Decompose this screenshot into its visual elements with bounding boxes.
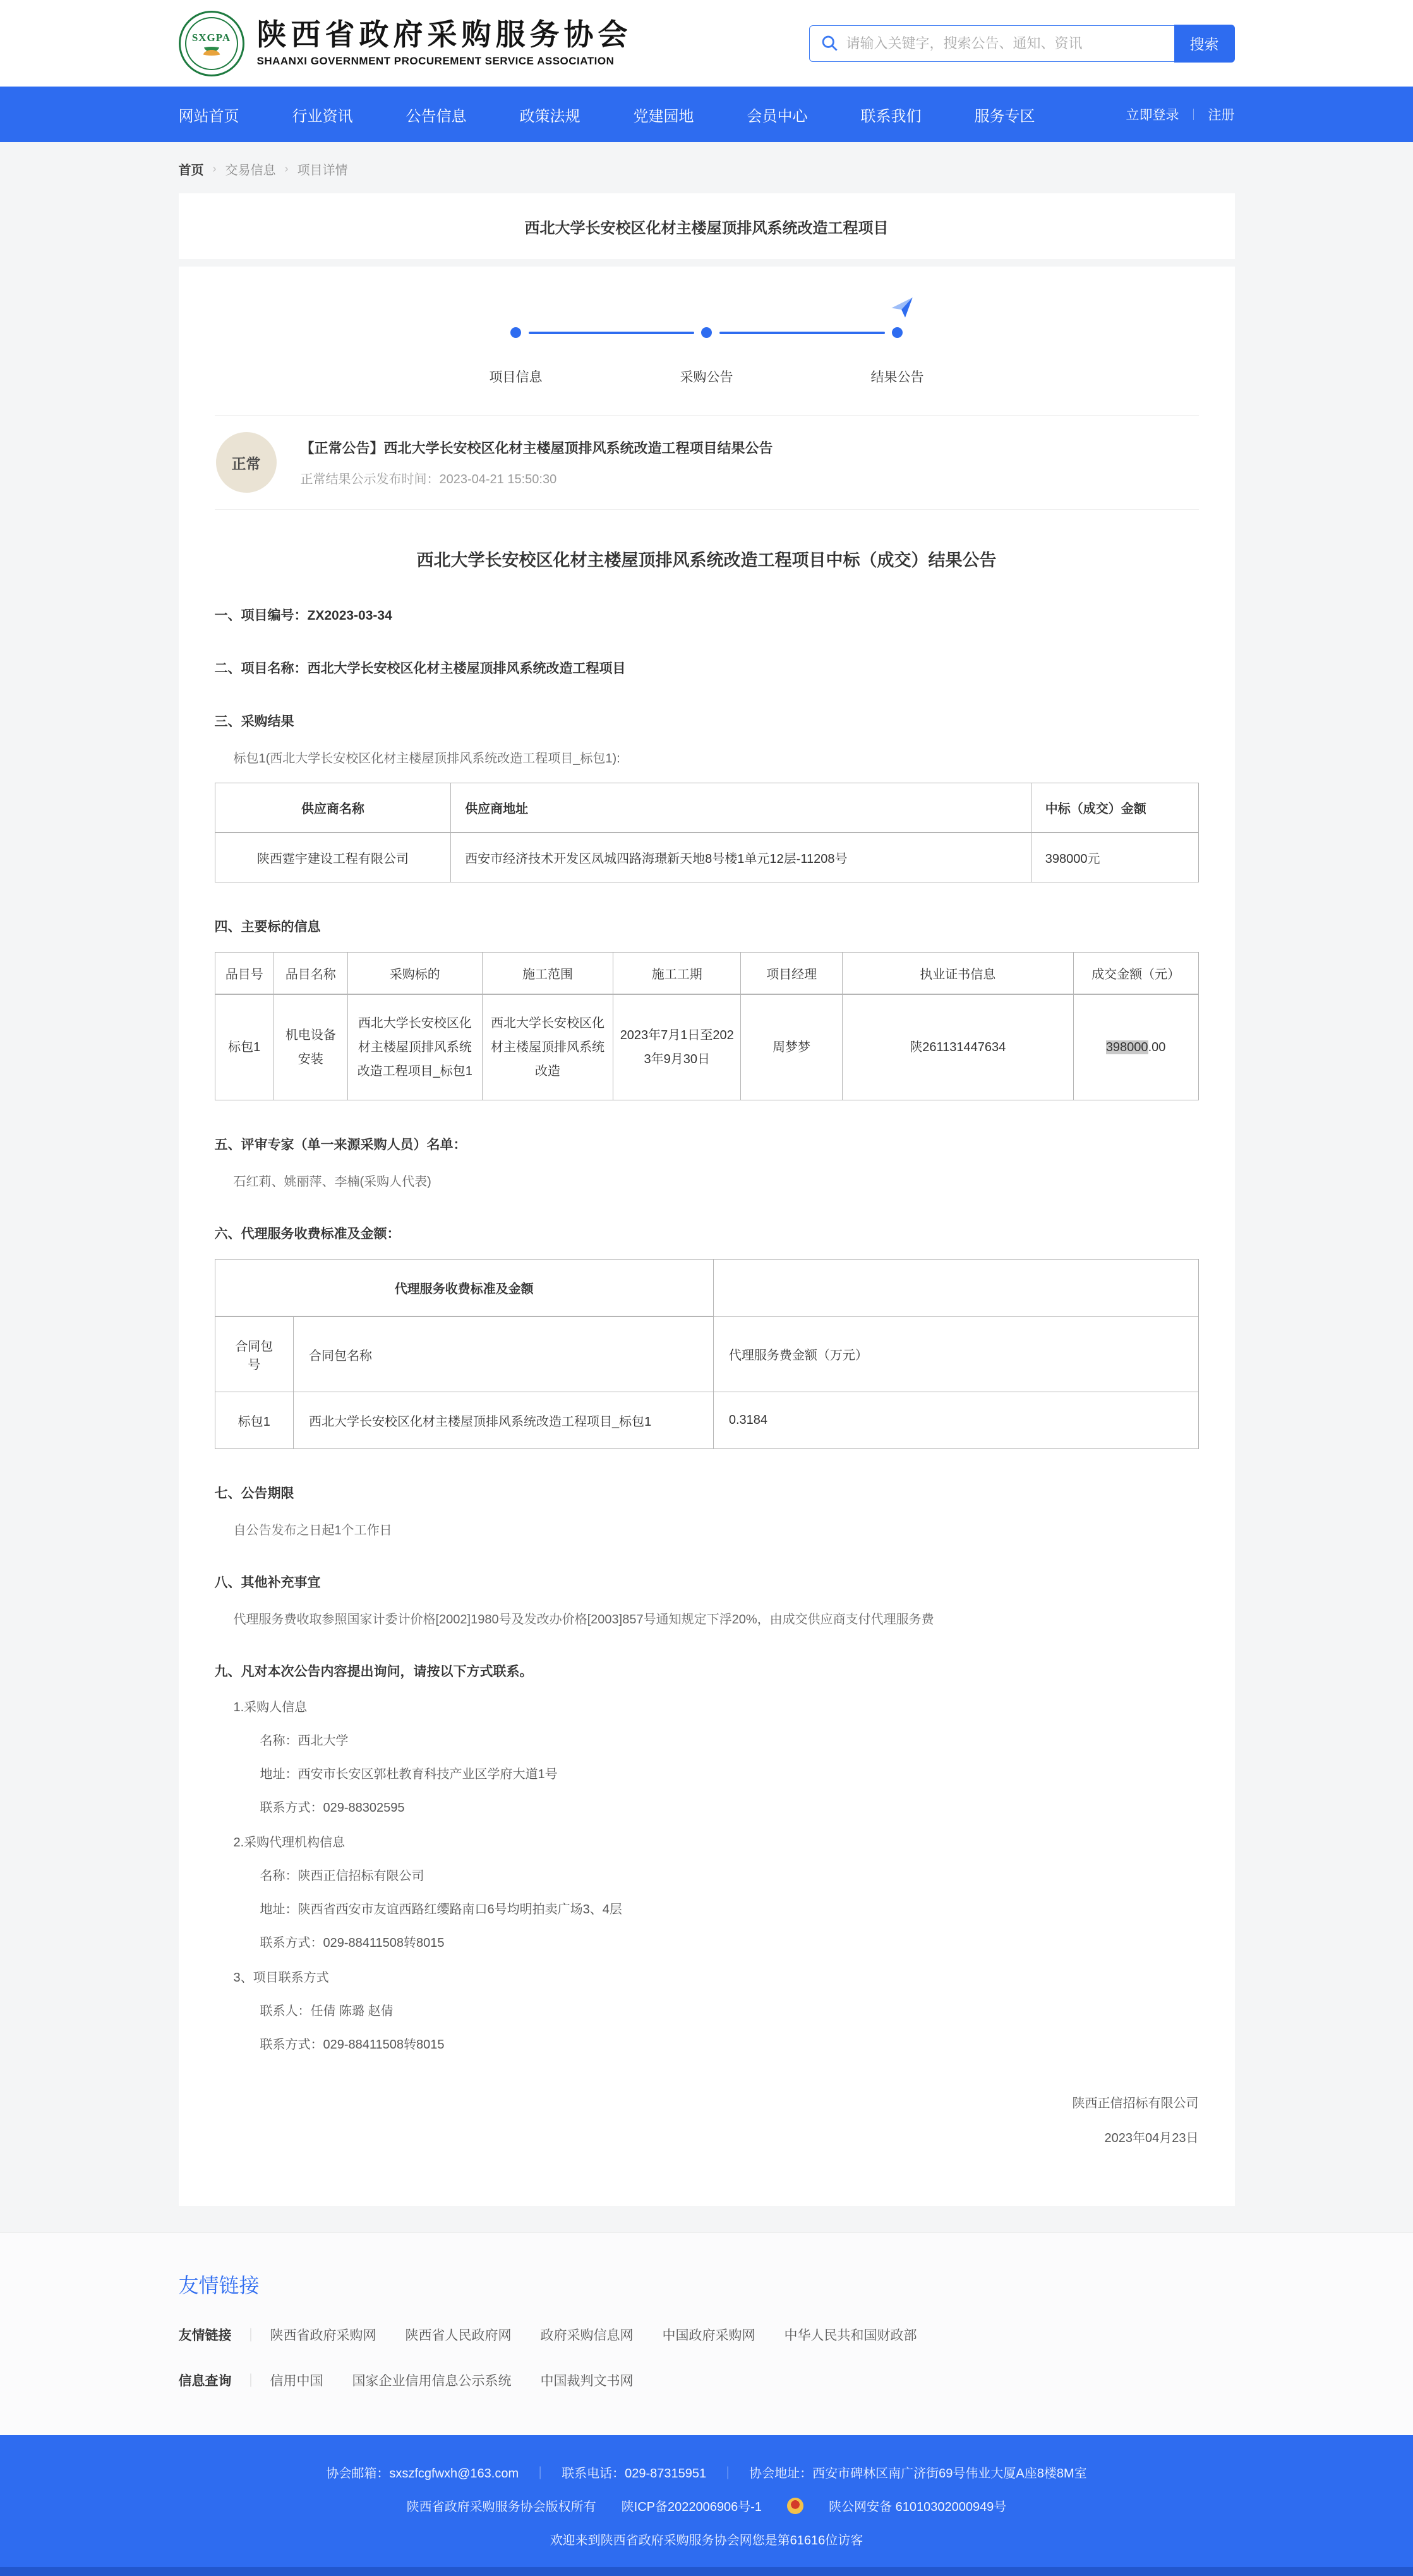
brand-name-cn: 陕西省政府采购服务协会 — [256, 17, 632, 52]
section-project-name — [215, 658, 1199, 677]
section-procurement-result — [215, 711, 1199, 882]
section-agency-fee — [215, 1224, 1199, 1449]
project-detail-card — [179, 267, 1235, 2206]
agency-info-title: 2.采购代理机构信息 — [233, 1836, 346, 1850]
association-seal-icon — [179, 11, 244, 76]
subject-info-table — [215, 952, 1199, 1100]
section-review-experts — [215, 1135, 1199, 1189]
info-query-row — [179, 2371, 1235, 2390]
footer-copyright-line — [0, 2496, 1413, 2515]
status-texts — [301, 438, 773, 487]
header-cell: 合同包号 — [215, 1316, 294, 1392]
nav-item-home[interactable]: 网站首页 — [178, 107, 239, 125]
header-cell: 施工工期 — [613, 953, 741, 995]
wheat-emblem-icon — [198, 47, 225, 56]
header-cell: 供应商名称 — [215, 783, 451, 833]
auth-links — [1126, 105, 1235, 124]
friend-row-label: 友情链接 — [178, 2328, 232, 2343]
section-project-number — [215, 605, 1199, 624]
header-cell: 品目号 — [215, 953, 274, 995]
auth-divider: ｜ — [1188, 109, 1200, 121]
data-cell: 2023年7月1日至2023年9月30日 — [613, 994, 741, 1100]
step-dot-project-info[interactable] — [510, 327, 521, 338]
link-gov-procurement-info[interactable]: 政府采购信息网 — [540, 2328, 634, 2343]
link-credit-china[interactable]: 信用中国 — [270, 2374, 323, 2388]
table-subheader-row — [215, 1316, 1198, 1392]
breadcrumb-home[interactable]: 首页 — [178, 164, 204, 178]
footer-email: 协会邮箱：sxszfcgfwxh@163.com — [326, 2467, 519, 2481]
table-header-row — [215, 1260, 1198, 1317]
step-dot-procurement-notice[interactable] — [701, 327, 712, 338]
data-cell: 0.3184 — [713, 1392, 1198, 1449]
main-nav — [0, 87, 1413, 142]
link-china-gov-procurement[interactable]: 中国政府采购网 — [662, 2328, 755, 2343]
agency-name: 名称：陕西正信招标有限公司 — [260, 1869, 424, 1883]
section-title: 四、主要标的信息 — [214, 920, 321, 934]
police-badge-icon — [787, 2498, 803, 2514]
nav-item-service-zone[interactable]: 服务专区 — [974, 107, 1035, 125]
data-cell: 398000元 — [1031, 833, 1198, 882]
breadcrumb — [179, 142, 1235, 193]
data-cell: 陕西霆宇建设工程有限公司 — [215, 833, 451, 882]
purchaser-name: 名称：西北大学 — [260, 1734, 349, 1748]
step-label-result-notice[interactable]: 结果公告 — [870, 370, 924, 385]
expert-names: 石红莉、姚丽萍、李楠(采购人代表) — [233, 1175, 431, 1189]
header-cell: 代理服务费金额（万元） — [713, 1316, 1198, 1392]
data-cell: 西北大学长安校区化材主楼屋顶排风系统改造 — [482, 994, 613, 1100]
section-title: 七、公告期限 — [214, 1486, 294, 1501]
footer-phone: 联系电话：029-87315951 — [562, 2467, 707, 2481]
data-cell: 机电设备安装 — [274, 994, 347, 1100]
visitor-counter: 欢迎来到陕西省政府采购服务协会网您是第61616位访客 — [550, 2534, 863, 2548]
table-header-row — [215, 783, 1198, 833]
section-title: 一、项目编号：ZX2023-03-34 — [214, 608, 392, 623]
nav-item-member-center[interactable]: 会员中心 — [747, 107, 808, 125]
project-contact-phone: 联系方式：029-88411508转8015 — [260, 2038, 445, 2052]
breadcrumb-trade-info[interactable]: 交易信息 — [225, 164, 276, 178]
section-title: 五、评审专家（单一来源采购人员）名单： — [214, 1138, 467, 1152]
purchaser-info-title: 1.采购人信息 — [233, 1700, 308, 1714]
section-announcement-period — [215, 1483, 1199, 1538]
data-cell: 周梦梦 — [741, 994, 842, 1100]
paper-plane-icon — [889, 294, 915, 320]
section-title: 二、项目名称：西北大学长安校区化材主楼屋顶排风系统改造工程项目 — [214, 661, 626, 676]
link-shaanxi-people-gov[interactable]: 陕西省人民政府网 — [405, 2328, 512, 2343]
status-badge: 正常 — [216, 432, 277, 493]
top-header — [0, 0, 1413, 87]
footer-icp-link[interactable]: 陕ICP备2022006906号-1 — [621, 2500, 762, 2514]
header-cell: 施工范围 — [482, 953, 613, 995]
logo-abbr: SXGPA — [191, 31, 231, 44]
package-note: 标包1(西北大学长安校区化材主楼屋顶排风系统改造工程项目_标包1): — [233, 752, 620, 766]
step-connector-line — [529, 332, 694, 334]
period-text: 自公告发布之日起1个工作日 — [233, 1524, 392, 1538]
table-row — [215, 994, 1198, 1100]
status-announcement-title: 【正常公告】西北大学长安校区化材主楼屋顶排风系统改造工程项目结果公告 — [300, 440, 773, 456]
footer-divider: ｜ — [534, 2467, 547, 2481]
friend-row-divider: ｜ — [244, 2328, 258, 2343]
friend-row-divider: ｜ — [244, 2374, 258, 2388]
brand-name-en: SHAANXI GOVERNMENT PROCUREMENT SERVICE ASSOCIATION — [256, 55, 615, 68]
search-input[interactable] — [809, 25, 1174, 62]
friend-links-section — [0, 2232, 1413, 2435]
nav-item-contact-us[interactable]: 联系我们 — [860, 107, 922, 125]
section-supplementary — [215, 1572, 1199, 1627]
register-link[interactable]: 注册 — [1208, 108, 1235, 123]
step-dot-result-notice[interactable] — [892, 327, 903, 338]
footer-contact-line — [0, 2463, 1413, 2481]
header-cell: 成交金额（元） — [1073, 953, 1198, 995]
search-button[interactable]: 搜索 — [1174, 25, 1235, 63]
search-icon — [821, 34, 838, 52]
purchaser-phone: 联系方式：029-88302595 — [260, 1801, 405, 1815]
project-contact-persons: 联系人：任倩 陈璐 赵倩 — [260, 2004, 394, 2018]
signature-block — [215, 2093, 1199, 2146]
header-cell: 品目名称 — [274, 953, 347, 995]
breadcrumb-current: 项目详情 — [297, 164, 348, 178]
header-cell: 供应商地址 — [451, 783, 1031, 833]
data-cell: 陕261131447634 — [842, 994, 1073, 1100]
header-cell: 中标（成交）金额 — [1031, 783, 1198, 833]
breadcrumb-separator: › — [212, 162, 217, 175]
friend-row-label: 信息查询 — [178, 2374, 232, 2388]
step-label-procurement-notice[interactable]: 采购公告 — [680, 370, 733, 385]
merged-header-cell: 代理服务收费标准及金额 — [215, 1260, 713, 1317]
table-header-row — [215, 953, 1198, 995]
supplementary-text: 代理服务费收取参照国家计委计价格[2002]1980号及发改办价格[2003]857号通知规定下浮20%，由成交供应商支付代理服务费 — [233, 1613, 934, 1627]
progress-stepper — [421, 302, 993, 386]
header-cell: 采购标的 — [347, 953, 482, 995]
link-ministry-of-finance[interactable]: 中华人民共和国财政部 — [784, 2328, 917, 2343]
deal-amount-cell — [1073, 994, 1198, 1100]
section-title: 三、采购结果 — [214, 714, 294, 729]
link-enterprise-credit-system[interactable]: 国家企业信用信息公示系统 — [352, 2374, 512, 2388]
agency-address: 地址：陕西省西安市友谊西路红缨路南口6号均明拍卖广场3、4层 — [260, 1903, 622, 1917]
header-cell: 项目经理 — [741, 953, 842, 995]
empty-header-cell — [713, 1260, 1198, 1317]
footer-divider: ｜ — [721, 2467, 735, 2481]
amount-decimals: .00 — [1148, 1040, 1166, 1054]
link-china-judgements[interactable]: 中国裁判文书网 — [540, 2374, 634, 2388]
step-label-project-info[interactable]: 项目信息 — [489, 370, 543, 385]
nav-item-industry-news[interactable]: 行业资讯 — [292, 107, 353, 125]
footer-visitor-line — [0, 2530, 1413, 2567]
section-title: 八、其他补充事宜 — [214, 1575, 321, 1590]
section-title: 六、代理服务收费标准及金额： — [214, 1227, 400, 1241]
nav-item-policies[interactable]: 政策法规 — [519, 107, 580, 125]
data-cell: 标包1 — [215, 994, 274, 1100]
page-footer — [0, 2435, 1413, 2576]
project-title-card — [179, 193, 1235, 259]
section-title: 九、凡对本次公告内容提出询问，请按以下方式联系。 — [214, 1664, 533, 1679]
page-title: 西北大学长安校区化材主楼屋顶排风系统改造工程项目 — [524, 219, 889, 237]
agency-phone: 联系方式：029-88411508转8015 — [260, 1936, 445, 1950]
agency-fee-table — [215, 1259, 1199, 1449]
header-cell: 合同包名称 — [294, 1316, 714, 1392]
search-box — [809, 25, 1235, 63]
section-main-subject — [215, 917, 1199, 1100]
link-shaanxi-gov-procurement[interactable]: 陕西省政府采购网 — [270, 2328, 376, 2343]
result-status-row — [215, 415, 1199, 510]
data-cell: 标包1 — [215, 1392, 294, 1449]
footer-copyright: 陕西省政府采购服务协会版权所有 — [406, 2500, 596, 2514]
nav-item-announcements[interactable]: 公告信息 — [406, 107, 467, 125]
step-connector-line — [719, 332, 885, 334]
highlighted-amount: 398000 — [1105, 1040, 1148, 1054]
section-contact — [215, 1661, 1199, 2052]
friend-links-title: 友情链接 — [178, 2274, 260, 2297]
footer-bottom-bar — [0, 2567, 1413, 2576]
table-row — [215, 1392, 1198, 1449]
nav-item-party-building[interactable]: 党建园地 — [633, 107, 694, 125]
data-cell: 西北大学长安校区化材主楼屋顶排风系统改造工程项目_标包1 — [347, 994, 482, 1100]
signature-company: 陕西正信招标有限公司 — [1072, 2097, 1199, 2110]
nav-items — [179, 104, 1035, 126]
table-row — [215, 833, 1198, 882]
signature-date: 2023年04月23日 — [1104, 2131, 1199, 2145]
header-cell: 执业证书信息 — [842, 953, 1073, 995]
announcement-title: 西北大学长安校区化材主楼屋顶排风系统改造工程项目中标（成交）结果公告 — [416, 551, 997, 570]
breadcrumb-separator: › — [284, 162, 289, 175]
status-publish-time: 正常结果公示发布时间：2023-04-21 15:50:30 — [300, 472, 557, 486]
project-contact-title: 3、项目联系方式 — [233, 1971, 329, 1985]
purchaser-address: 地址：西安市长安区郭杜教育科技产业区学府大道1号 — [260, 1767, 558, 1781]
data-cell: 西安市经济技术开发区凤城四路海璟新天地8号楼1单元12层-11208号 — [451, 833, 1031, 882]
data-cell: 西北大学长安校区化材主楼屋顶排风系统改造工程项目_标包1 — [294, 1392, 714, 1449]
footer-police-link[interactable]: 陕公网安备 61010302000949号 — [829, 2500, 1007, 2514]
brand-text — [257, 19, 632, 68]
friend-links-row — [179, 2325, 1235, 2344]
footer-address: 协会地址：西安市碑林区南广济街69号伟业大厦A座8楼8M室 — [749, 2467, 1087, 2481]
brand-logo[interactable] — [179, 11, 632, 76]
supplier-result-table — [215, 783, 1199, 882]
login-link[interactable]: 立即登录 — [1126, 108, 1179, 123]
